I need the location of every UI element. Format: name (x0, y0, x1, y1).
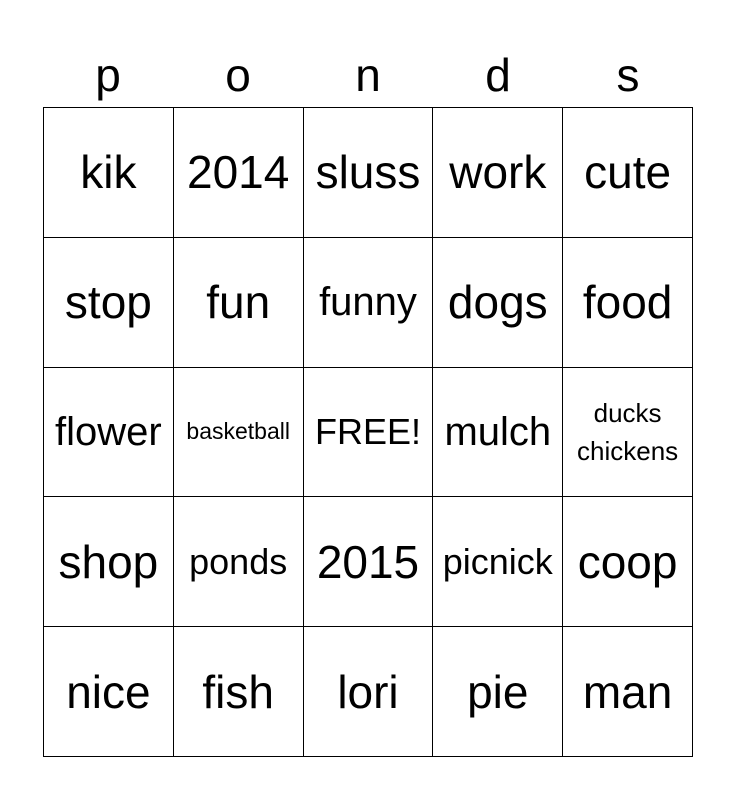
bingo-cell[interactable]: nice (44, 627, 174, 757)
bingo-cell[interactable]: funny (304, 238, 434, 368)
bingo-cell[interactable]: basketball (174, 368, 304, 498)
bingo-cell[interactable]: food (563, 238, 693, 368)
bingo-cell[interactable]: mulch (433, 368, 563, 498)
bingo-cell[interactable]: sluss (304, 108, 434, 238)
header-letter-n: n (355, 49, 381, 101)
bingo-cell[interactable]: flower (44, 368, 174, 498)
bingo-cell[interactable]: fish (174, 627, 304, 757)
bingo-cell[interactable]: fun (174, 238, 304, 368)
bingo-cell[interactable]: 2014 (174, 108, 304, 238)
bingo-cell[interactable]: ducks chickens (563, 368, 693, 498)
header-letter-p: p (95, 49, 121, 101)
bingo-header (43, 44, 693, 106)
bingo-cell[interactable]: 2015 (304, 497, 434, 627)
bingo-cell[interactable]: shop (44, 497, 174, 627)
header-letter-o: o (225, 49, 251, 101)
bingo-cell[interactable]: ponds (174, 497, 304, 627)
bingo-cell[interactable]: lori (304, 627, 434, 757)
header-letter-s: s (616, 49, 640, 101)
free-space[interactable]: FREE! (304, 368, 434, 498)
bingo-cell[interactable]: man (563, 627, 693, 757)
bingo-cell[interactable]: work (433, 108, 563, 238)
bingo-cell[interactable]: pie (433, 627, 563, 757)
header-letter-d: d (485, 49, 511, 101)
bingo-cell[interactable]: coop (563, 497, 693, 627)
bingo-cell[interactable]: picnick (433, 497, 563, 627)
bingo-board (43, 107, 693, 757)
bingo-cell[interactable]: stop (44, 238, 174, 368)
bingo-cell[interactable]: dogs (433, 238, 563, 368)
bingo-cell[interactable]: cute (563, 108, 693, 238)
bingo-cell[interactable]: kik (44, 108, 174, 238)
